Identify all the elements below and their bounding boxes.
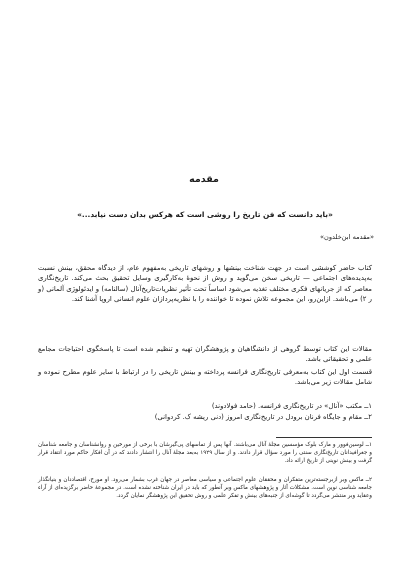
- list-item: ۱ــ مکتب «آنال» در تاریخ‌نگاری فرانسه. (حامد فولادوند): [211, 402, 372, 410]
- list-item: ۲ــ مقام و جایگاه فرنان برودل در تاریخ‌نگاری امروز (دنی ریشه ک. کردوانی): [154, 413, 372, 421]
- footnote-divider: [276, 437, 372, 438]
- intro-paragraph: کتاب حاضر کوششی است در جهت شناخت بینشها و روشهای تاریخی به‌مفهوم عام، از دیدگاه محقق، بینش نسبت به‌پدیده‌های اجتماعی — تاریخی سخن می‌گوید و روش از نحوهٔ به‌کارگیری وسایل تحقیق بحث می‌کند. تاریخ‌نگاری معاصر که از جریانهای فکری مختلف تغذیه می‌شود اساساً تحت تأثیر نظریات‌تاریخ‌آنال (سالنامه) و ایدئولوژی آلمانی (و ر ۲) می‌باشد. ازاین‌رو، این مجموعه تلاش نموده تا خواننده را با نظریه‌پردازان علوم انسانی اروپا آشنا کند.: [38, 264, 372, 304]
- part-one-paragraph: قسمت اول این کتاب به‌معرفی تاریخ‌نگاری فرانسه پرداخته و بینش تاریخی را در ارتباط با سایر علوم مطرح نموده و شامل مقالات زیر می‌باشد.: [38, 368, 372, 387]
- page-title: مقدمه: [189, 174, 219, 185]
- footnote-1: ۱ــ لوسین‌فوور و مارک بلوک مؤسسین مجلهٔ آنال می‌باشند. آنها پس از تماسهای پی‌گیرشان با برخی از مورخین و روانشناسان و جامعه شناسان و جغرافیدانان تاریخ‌نگاری سنتی را مورد سؤال قرار دادند. و از سال ۱۹۲۹ به‌بعد مجلهٔ آنال را انتشار دادند که در آن افکار حاکم مورد انتقاد قرار گرفت و بینش نوینی از تاریخ ارائه داد.: [38, 442, 372, 465]
- epigraph-source: «مقدمه ابن‌خلدون»: [320, 233, 374, 241]
- footnote-2: ۲ــ ماکس وبر ازبرجسته‌ترین متفکران و محققان علوم اجتماعی و سیاسی معاصر در جهان غرب بشمار می‌رود. او مورخ، اقتصاددان و بنیانگذار جامعه شناسی نوین است. مشکلات آثار و پژوهشهای ماکس وبر آنطور که باید در ایران شناخته نشده است. در مجموعهٔ حاضر برگزیده‌ای از آراء وعقاید وبر منتشر می‌گردد تا گوشه‌ای از جنبه‌های بینش و تفکر علمی و روش تحقیق این پژوهشگر نمایان گردد.: [38, 477, 372, 500]
- articles-paragraph: مقالات این کتاب توسط گروهی از دانشگاهیان و پژوهشگران تهیه و تنظیم شده است تا پاسخگوی احتیاجات مجامع علمی و تحقیقاتی باشد.: [38, 345, 372, 364]
- epigraph-quote: «باید دانست که فن تاریخ را روشی است که هرکس بدان دست نیابد...»: [77, 210, 333, 219]
